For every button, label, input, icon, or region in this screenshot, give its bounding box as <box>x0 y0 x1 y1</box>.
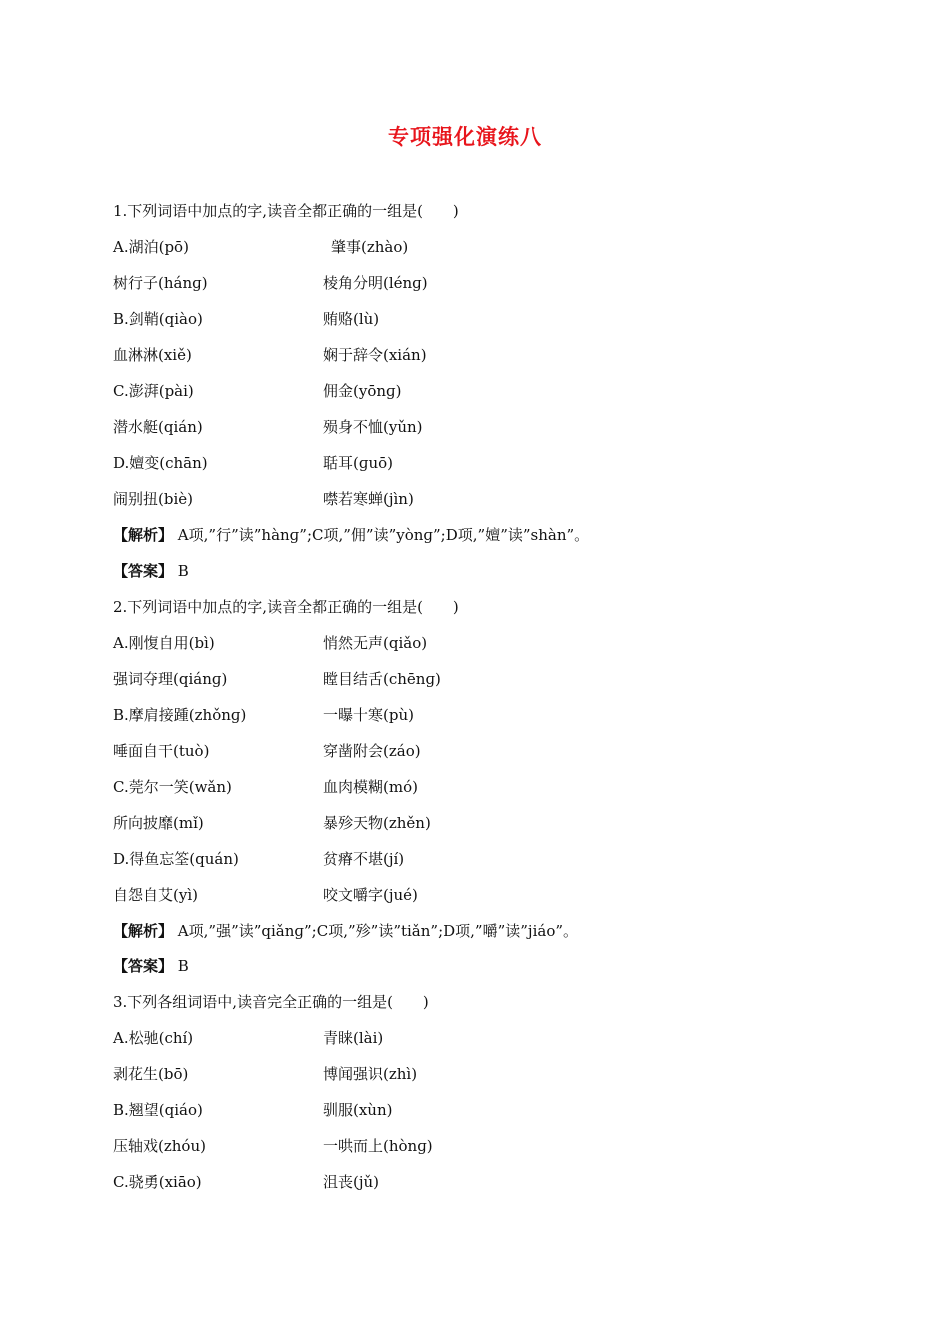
option-word: B.剑鞘(qiào) <box>113 310 203 328</box>
analysis-tag: 【解析】 <box>113 922 174 940</box>
option-word: 剥花生(bō) <box>113 1065 189 1083</box>
analysis-line <box>113 919 578 943</box>
option-row <box>113 487 414 511</box>
option-word: 自怨自艾(yì) <box>113 886 198 904</box>
option-word: 驯服(xùn) <box>323 1101 393 1119</box>
option-row <box>113 1134 433 1158</box>
option-word: 压轴戏(zhóu) <box>113 1137 206 1155</box>
page-title: 专项强化演练八 <box>388 125 542 149</box>
option-word: 悄然无声(qiǎo) <box>323 634 428 652</box>
option-word: B.翘望(qiáo) <box>113 1101 203 1119</box>
option-word: 唾面自干(tuò) <box>113 742 210 760</box>
option-word: C.骁勇(xiāo) <box>113 1173 202 1191</box>
option-word: 沮丧(jǔ) <box>323 1173 380 1191</box>
question-1-stem: 1.下列词语中加点的字,读音全都正确的一组是( ) <box>113 202 459 220</box>
analysis-text: A项,”行”读”hànɡ”;C项,”佣”读”yònɡ”;D项,”嬗”读”shàn”。 <box>177 526 590 544</box>
option-word: 肇事(zhào) <box>331 238 409 256</box>
option-row <box>113 847 405 871</box>
question-3-stem: 3.下列各组词语中,读音完全正确的一组是( ) <box>113 993 429 1011</box>
option-word: B.摩肩接踵(zhǒnɡ) <box>113 706 247 724</box>
option-word: 贿赂(lù) <box>323 310 380 328</box>
option-row <box>113 343 427 367</box>
analysis-line <box>113 523 589 547</box>
option-word: 棱角分明(lénɡ) <box>323 274 428 292</box>
option-word: 树行子(hánɡ) <box>113 274 208 292</box>
option-word: 暴殄天物(zhěn) <box>323 814 431 832</box>
option-word: 血淋淋(xiě) <box>113 346 192 364</box>
option-row <box>113 739 421 763</box>
option-word: 咬文嚼字(jué) <box>323 886 418 904</box>
option-word: 娴于辞令(xián) <box>323 346 427 364</box>
option-word: 噤若寒蝉(jìn) <box>323 490 414 508</box>
option-row <box>113 1098 393 1122</box>
answer-text: B <box>177 562 189 580</box>
option-row <box>113 451 393 475</box>
option-row <box>113 811 431 835</box>
option-word: 所向披靡(mǐ) <box>113 814 204 832</box>
option-word: 潜水艇(qián) <box>113 418 203 436</box>
option-word: 强词夺理(qiánɡ) <box>113 670 228 688</box>
answer-line <box>113 954 189 978</box>
option-row <box>113 271 428 295</box>
option-word: D.嬗变(chān) <box>113 454 208 472</box>
option-row <box>113 883 418 907</box>
answer-line <box>113 559 189 583</box>
option-row <box>113 379 402 403</box>
option-row <box>113 307 380 331</box>
option-row <box>113 1026 384 1050</box>
option-word: 博闻强识(zhì) <box>323 1065 418 1083</box>
option-word: A.松驰(chí) <box>113 1029 194 1047</box>
option-word: 佣金(yōnɡ) <box>323 382 402 400</box>
option-word: 瞠目结舌(chēnɡ) <box>323 670 441 688</box>
option-word: 闹别扭(biè) <box>113 490 193 508</box>
option-row <box>113 415 423 439</box>
option-word: 聒耳(ɡuō) <box>323 454 393 472</box>
option-word: D.得鱼忘筌(quán) <box>113 850 239 868</box>
option-row <box>113 1170 380 1194</box>
option-row <box>113 631 428 655</box>
analysis-text: A项,”强”读”qiǎnɡ”;C项,”殄”读”tiǎn”;D项,”嚼”读”jiáo”。 <box>177 922 579 940</box>
option-word: 殒身不恤(yǔn) <box>323 418 423 436</box>
answer-text: B <box>177 957 189 975</box>
analysis-tag: 【解析】 <box>113 526 174 544</box>
option-word: C.莞尔一笑(wǎn) <box>113 778 232 796</box>
option-word: A.湖泊(pō) <box>113 238 189 256</box>
option-word: 血肉模糊(mó) <box>323 778 418 796</box>
option-word: 一曝十寒(pù) <box>323 706 414 724</box>
option-row <box>113 235 409 259</box>
option-row <box>113 667 441 691</box>
option-row <box>113 775 418 799</box>
option-word: 一哄而上(hònɡ) <box>323 1137 433 1155</box>
option-row <box>113 1062 418 1086</box>
option-row <box>113 703 414 727</box>
option-word: A.刚愎自用(bì) <box>113 634 215 652</box>
option-word: C.澎湃(pài) <box>113 382 194 400</box>
option-word: 穿凿附会(záo) <box>323 742 421 760</box>
question-2-stem: 2.下列词语中加点的字,读音全都正确的一组是( ) <box>113 598 459 616</box>
option-word: 贫瘠不堪(jí) <box>323 850 405 868</box>
option-word: 青睐(lài) <box>323 1029 384 1047</box>
answer-tag: 【答案】 <box>113 957 174 975</box>
answer-tag: 【答案】 <box>113 562 174 580</box>
